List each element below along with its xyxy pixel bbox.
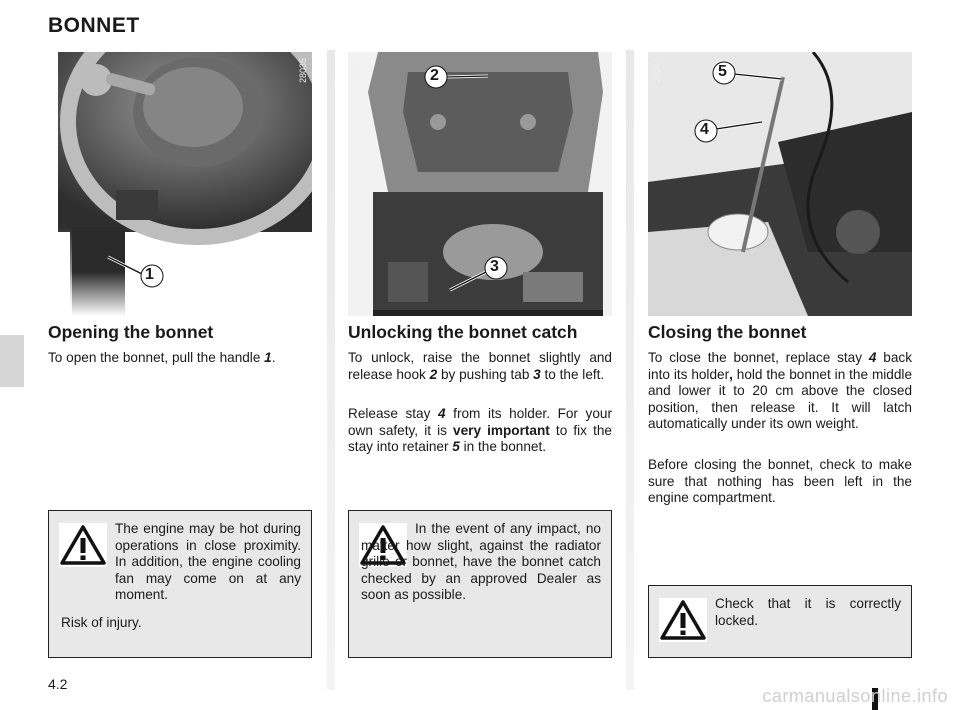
callout-3: 3 xyxy=(490,258,499,275)
warning-box-engine-hot xyxy=(48,510,312,658)
callout-2: 2 xyxy=(430,67,439,84)
chapter-side-tab xyxy=(0,335,24,387)
callout-4: 4 xyxy=(700,121,709,138)
callout-overlay xyxy=(48,52,312,316)
warning-triangle-icon xyxy=(659,598,707,642)
warning-box-impact xyxy=(348,510,612,658)
warning-text-impact: In the event of any impact, no matter how slight, against the radiator grille or bonnet, have the bonnet catch checked by an approved Dealer as soon as possible. xyxy=(361,521,601,603)
figure-ref-number: 402B xyxy=(352,58,362,80)
callout-5: 5 xyxy=(718,63,727,80)
warning-text-engine-hot: The engine may be hot during operations in close proximity. In addition, the engine cooling fan may come on at any moment. xyxy=(115,521,301,603)
callout-overlay xyxy=(348,52,612,316)
column-divider xyxy=(626,50,634,690)
figure-bonnet-stay xyxy=(648,52,912,316)
unlocking-paragraph-1: To unlock, raise the bonnet slightly and release hook 2 by pushing tab 3 to the left. xyxy=(348,350,612,382)
closing-paragraph-1: To close the bonnet, replace stay 4 back into its holder, hold the bonnet in the middle and lower it to 20 cm above the closed position, then release it. It will latch automatically under its own weight. xyxy=(648,350,912,432)
section-heading-unlocking: Unlocking the bonnet catch xyxy=(348,322,578,342)
figure-bonnet-handle xyxy=(48,52,312,316)
figure-ref-number: 28067 xyxy=(652,58,662,84)
figure-ref-number: 28035 xyxy=(298,58,308,84)
section-heading-opening: Opening the bonnet xyxy=(48,322,214,342)
figure-bonnet-catch xyxy=(348,52,612,316)
page-number: 4.2 xyxy=(48,676,68,692)
warning-risk-text: Risk of injury. xyxy=(61,615,142,630)
column-divider xyxy=(327,50,335,690)
warning-triangle-icon xyxy=(59,523,107,567)
opening-paragraph: To open the bonnet, pull the handle 1. xyxy=(48,350,276,365)
warning-text-locked: Check that it is correctly locked. xyxy=(715,596,901,628)
section-heading-closing: Closing the bonnet xyxy=(648,322,807,342)
page-title: BONNET xyxy=(48,14,140,37)
closing-paragraph-2: Before closing the bonnet, check to make sure that nothing has been left in the engine compartment. xyxy=(648,457,912,506)
unlocking-paragraph-2: Release stay 4 from its holder. For your own safety, it is very important to fix the stay into retainer 5 in the bonnet. xyxy=(348,406,612,455)
warning-box-locked xyxy=(648,585,912,658)
watermark: carmanualsonline.info xyxy=(762,686,948,706)
callout-overlay xyxy=(648,52,912,316)
callout-1: 1 xyxy=(145,266,154,283)
